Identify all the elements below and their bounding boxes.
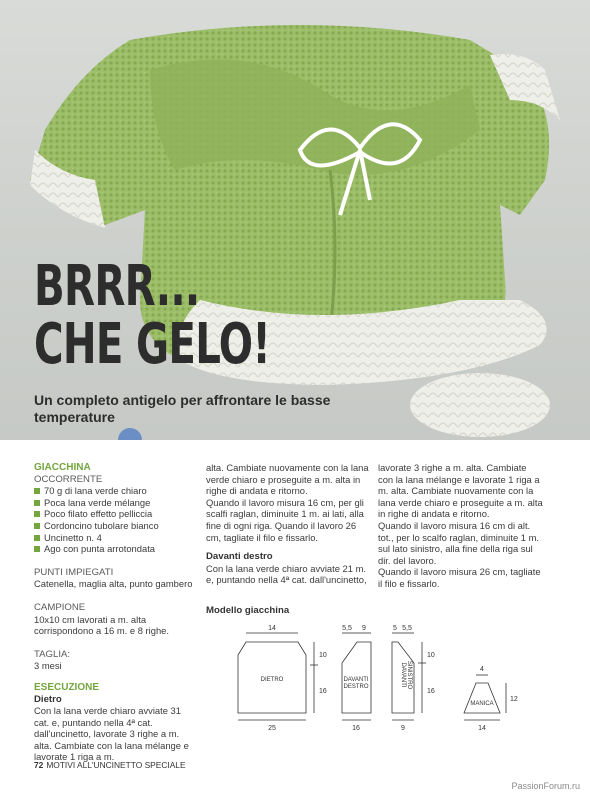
material-item: Poco filato effetto pelliccia [34, 508, 198, 520]
bullet-square-icon [34, 511, 40, 517]
measure-ds-right-top: 10 [427, 652, 435, 659]
col2-paragraph-2: Quando il lavoro misura 16 cm, per gli scalfi raglan, diminuite 1 m. ai lati, alla fine di ogni riga. Quando il lavoro 26 cm, tagliate il filo e fissarlo. [206, 496, 364, 543]
measure-dd-top-b: 9 [362, 625, 366, 632]
text-column-1 [34, 462, 198, 763]
text-column-3 [378, 462, 544, 590]
campione-title: CAMPIONE [34, 601, 86, 613]
headline-line-2: CHE GELO! [34, 312, 270, 377]
headline-line-1: BRRR... [34, 254, 200, 319]
headline [34, 254, 270, 377]
col3-paragraph-3: Quando il lavoro misura 26 cm, tagliate il filo e fissarlo. [378, 566, 541, 589]
label-davanti-destro-1: DAVANTI [343, 677, 369, 683]
measure-dietro-right-bottom: 16 [319, 688, 327, 695]
material-item: Poca lana verde mélange [34, 497, 198, 509]
measure-dietro-bottom: 25 [268, 725, 276, 732]
col3-paragraph-2: Quando il lavoro misura 16 cm di alt. tot., per lo scalfo raglan, diminuite 1 m. sul lato sinistro, alla fine della riga sul dir. del lavoro. [378, 519, 540, 566]
dietro-title: Dietro [34, 693, 62, 705]
section-title-giacchina: GIACCHINA [34, 462, 91, 473]
material-item: Uncinetto n. 4 [34, 532, 198, 544]
measure-dd-bottom: 16 [352, 725, 360, 732]
campione-text: 10x10 cm lavorati a m. alta corrispondono a 16 m. e 8 righe. [34, 613, 169, 637]
bullet-square-icon [34, 488, 40, 494]
measure-ds-top-a: 5 [393, 625, 397, 632]
schema-title: Modello giacchina [206, 605, 290, 616]
magazine-name: MOTIVI ALL'UNCINETTO SPECIALE [46, 760, 186, 770]
bullet-square-icon [34, 535, 40, 541]
label-davanti-sinistro-1: DAVANTI [400, 662, 406, 688]
measure-dd-top-a: 5,5 [342, 625, 352, 632]
watermark: PassionForum.ru [511, 781, 580, 791]
punti-title: PUNTI IMPIEGATI [34, 566, 114, 578]
label-dietro: DIETRO [260, 677, 284, 683]
davanti-destro-title: Davanti destro [206, 551, 273, 563]
material-item: Ago con punta arrotondata [34, 543, 198, 555]
label-manica: MANICA [470, 701, 494, 707]
text-column-2 [206, 462, 370, 586]
occorrente-title: OCCORRENTE [34, 473, 103, 485]
page-footer [34, 760, 186, 770]
page-number: 72 [34, 760, 44, 770]
measure-ds-right-bottom: 16 [427, 688, 435, 695]
measure-dietro-right-top: 10 [319, 652, 327, 659]
measure-dietro-top: 14 [268, 625, 276, 632]
pattern-schema [206, 605, 536, 735]
subtitle: Un completo antigelo per affrontare le basse temperature [34, 392, 331, 425]
pattern-diagram [206, 605, 536, 735]
measure-ds-top-b: 5,5 [402, 625, 412, 632]
material-item: 70 g di lana verde chiaro [34, 485, 198, 497]
col3-paragraph-1: lavorate 3 righe a m. alta. Cambiate con la lana mélange e lavorate 1 riga a m. alta. Cambiate nuovamente con la lana verde chiaro e proseguite a m. alta in righe di andata e ritorno. [378, 462, 543, 520]
measure-manica-right: 12 [510, 696, 518, 703]
piece-manica-outline [464, 683, 500, 713]
bullet-square-icon [34, 500, 40, 506]
punti-text: Catenella, maglia alta, punto gambero [34, 578, 193, 590]
material-item: Cordoncino tubolare bianco [34, 520, 198, 532]
label-davanti-destro-2: DESTRO [343, 684, 369, 690]
esecuzione-title: ESECUZIONE [34, 681, 100, 693]
col2-paragraph-1: alta. Cambiate nuovamente con la lana verde chiaro e proseguite a m. alta in righe di andata e ritorno. [206, 462, 369, 497]
bullet-square-icon [34, 523, 40, 529]
davanti-destro-text: Con la lana verde chiaro avviate 21 m. e, puntando nella 4ª cat. dall'uncinetto, [206, 562, 367, 586]
bullet-square-icon [34, 546, 40, 552]
taglia-title: TAGLIA: [34, 648, 71, 660]
measure-manica-top: 4 [480, 666, 484, 673]
measure-ds-bottom: 9 [401, 725, 405, 732]
measure-manica-bottom: 14 [478, 725, 486, 732]
dietro-text: Con la lana verde chiaro avviate 31 cat. e, puntando nella 4ª cat. dall'uncinetto, lavorate 3 righe a m. alta. Cambiate con la lana mélange e lavorate 1 riga a m. [34, 705, 189, 763]
materials-list [34, 485, 198, 555]
label-davanti-sinistro-2: SINISTRO [406, 660, 412, 690]
taglia-text: 3 mesi [34, 660, 62, 672]
